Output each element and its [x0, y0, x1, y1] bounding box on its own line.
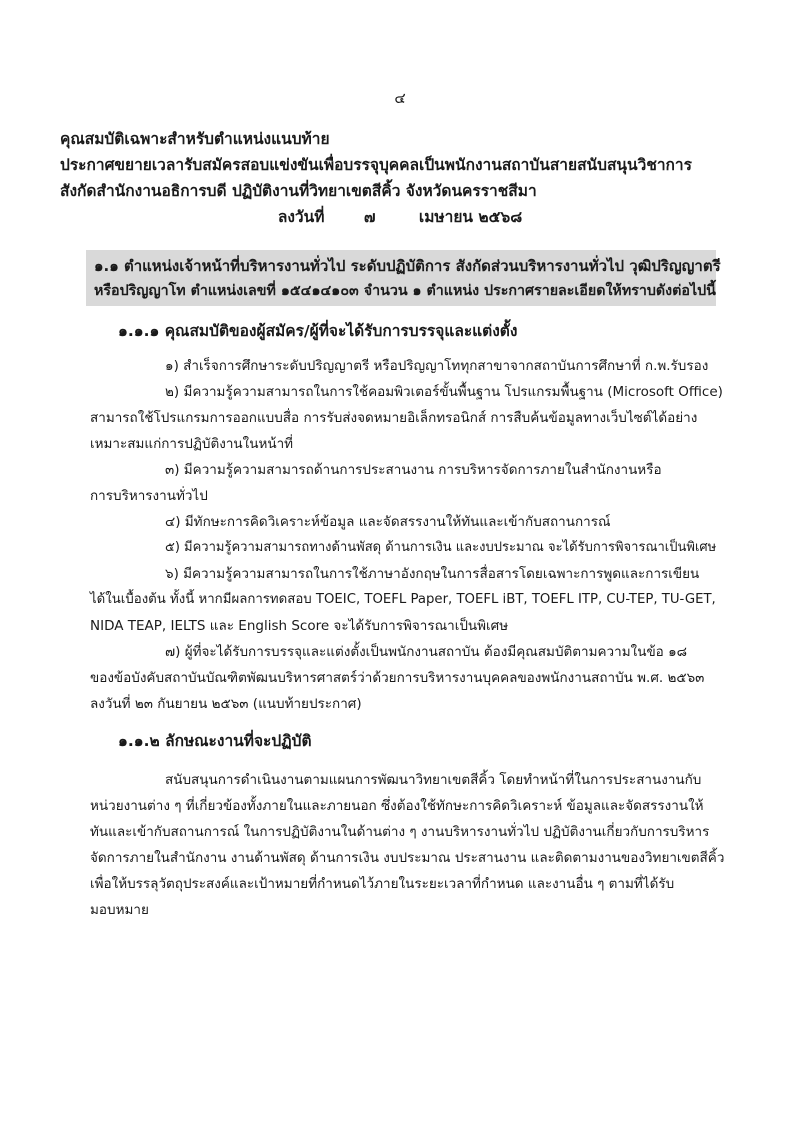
- duties-line: สนับสนุนการดำเนินงานตามแผนการพัฒนาวิทยาเขตสีคิ้ว โดยทำหน้าที่ในการประสานงานกับ: [165, 772, 702, 788]
- header-affiliation: สังกัดสำนักงานอธิการบดี ปฏิบัติงานที่วิทยาเขตสีคิ้ว จังหวัดนครราชสีมา: [60, 182, 537, 200]
- duties-line: จัดการภายในสำนักงาน งานด้านพัสดุ ด้านการเงิน งบประมาณ ประสานงาน และติดตามงานของวิทยาเขตสีคิ้ว: [90, 850, 725, 866]
- date-day: ๗: [363, 208, 376, 226]
- qualification-line: ของข้อบังคับสถาบันบัณฑิตพัฒนบริหารศาสตร์ว่าด้วยการบริหารงานบุคคลของพนักงานสถาบัน พ.ศ. ๒๕๖๓: [90, 670, 705, 686]
- header-announcement: ประกาศขยายเวลารับสมัครสอบแข่งขันเพื่อบรรจุบุคคลเป็นพนักงานสถาบันสายสนับสนุนวิชาการ: [60, 156, 692, 174]
- qualifications-heading: ๑.๑.๑ คุณสมบัติของผู้สมัคร/ผู้ที่จะได้รับการบรรจุและแต่งตั้ง: [118, 322, 518, 340]
- duties-heading: ๑.๑.๒ ลักษณะงานที่จะปฏิบัติ: [118, 732, 312, 750]
- qualification-line: ๒) มีความรู้ความสามารถในการใช้คอมพิวเตอร์ขั้นพื้นฐาน โปรแกรมพื้นฐาน (Microsoft Office): [165, 384, 723, 400]
- qualification-line: ๑) สำเร็จการศึกษาระดับปริญญาตรี หรือปริญญาโททุกสาขาจากสถาบันการศึกษาที่ ก.พ.รับรอง: [165, 358, 709, 374]
- header-title: คุณสมบัติเฉพาะสำหรับตำแหน่งแนบท้าย: [60, 130, 330, 148]
- qualification-line: ๕) มีความรู้ความสามารถทางด้านพัสดุ ด้านการเงิน และงบประมาณ จะได้รับการพิจารณาเป็นพิเศษ: [165, 540, 717, 555]
- qualification-line: สามารถใช้โปรแกรมการออกแบบสื่อ การรับส่งจดหมายอิเล็กทรอนิกส์ การสืบค้นข้อมูลทางเว็บไซต์ได้อย่าง: [90, 410, 698, 426]
- duties-line: มอบหมาย: [90, 902, 149, 918]
- page-number: ๔: [394, 89, 406, 107]
- qualification-line: ลงวันที่ ๒๓ กันยายน ๒๕๖๓ (แนบท้ายประกาศ): [90, 696, 362, 712]
- date-prefix: ลงวันที่: [277, 208, 325, 226]
- qualification-line: ๗) ผู้ที่จะได้รับการบรรจุและแต่งตั้งเป็นพนักงานสถาบัน ต้องมีคุณสมบัติตามความในข้อ ๑๘: [165, 644, 688, 660]
- qualification-line: เหมาะสมแก่การปฏิบัติงานในหน้าที่: [90, 436, 294, 452]
- header-date: [0, 204, 800, 229]
- position-line-1: ๑.๑ ตำแหน่งเจ้าหน้าที่บริหารงานทั่วไป ระดับปฏิบัติการ สังกัดส่วนบริหารงานทั่วไป วุฒิปริญญาตรี: [94, 257, 721, 275]
- qualification-line: ได้ในเบื้องต้น ทั้งนี้ หากมีผลการทดสอบ TOEIC, TOEFL Paper, TOEFL iBT, TOEFL ITP, CU-TEP, TU-GET,: [90, 592, 716, 607]
- qualification-line: การบริหารงานทั่วไป: [90, 488, 208, 504]
- date-month-year: เมษายน ๒๕๖๘: [418, 208, 523, 226]
- position-line-2: หรือปริญญาโท ตำแหน่งเลขที่ ๑๕๔๑๔๑๐๓ จำนวน ๑ ตำแหน่ง ประกาศรายละเอียดให้ทราบดังต่อไปนี้: [94, 283, 716, 299]
- qualification-line: ๖) มีความรู้ความสามารถในการใช้ภาษาอังกฤษในการสื่อสารโดยเฉพาะการพูดและการเขียน: [165, 566, 700, 582]
- qualification-line: ๓) มีความรู้ความสามารถด้านการประสานงาน การบริหารจัดการภายในสำนักงานหรือ: [165, 462, 662, 478]
- qualification-line: ๔) มีทักษะการคิดวิเคราะห์ข้อมูล และจัดสรรงานให้ทันและเข้ากับสถานการณ์: [165, 514, 611, 530]
- duties-line: เพื่อให้บรรลุวัตถุประสงค์และเป้าหมายที่กำหนดไว้ภายในระยะเวลาที่กำหนด และงานอื่น ๆ ตามที่ได้รับ: [90, 876, 675, 892]
- duties-line: หน่วยงานต่าง ๆ ที่เกี่ยวข้องทั้งภายในและภายนอก ซึ่งต้องใช้ทักษะการคิดวิเคราะห์ ข้อมูลและจัดสรรงานให้: [90, 798, 704, 814]
- duties-line: ทันและเข้ากับสถานการณ์ ในการปฏิบัติงานในด้านต่าง ๆ งานบริหารงานทั่วไป ปฏิบัติงานเกี่ยวกับการบริหาร: [90, 824, 710, 840]
- qualification-line: NIDA TEAP, IELTS และ English Score จะได้รับการพิจารณาเป็นพิเศษ: [90, 618, 509, 634]
